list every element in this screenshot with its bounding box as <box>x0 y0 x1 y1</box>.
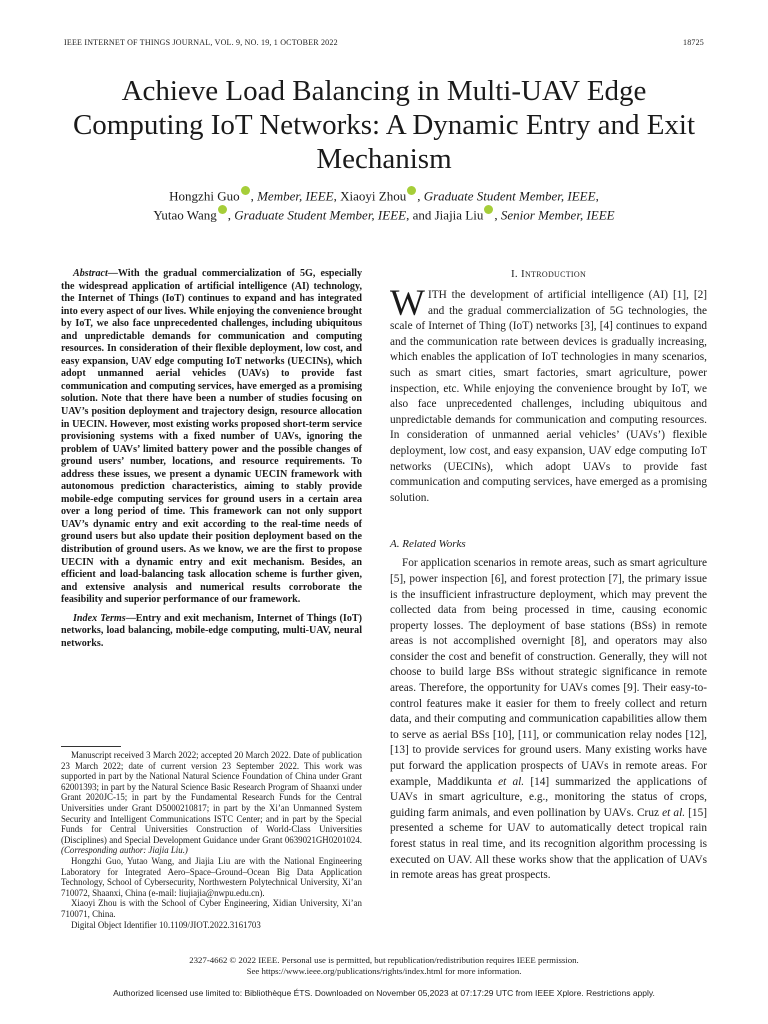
index-terms-text: —Entry and exit mechanism, Internet of Things (IoT) networks, load balancing, mobile-edge computing, multi-UAV, neural networks. <box>61 612 362 649</box>
footnote-affiliation-2: Xiaoyi Zhou is with the School of Cyber Engineering, Xidian University, Xi’an 710071, China. <box>61 898 362 919</box>
orcid-icon[interactable] <box>484 205 493 214</box>
author-list: Hongzhi Guo , Member, IEEE, Xiaoyi Zhou , Graduate Student Member, IEEE, Yutao Wang , Graduate Student Member, IEEE, and Jiajia Liu , Senior Member, IEEE <box>60 186 708 225</box>
orcid-icon[interactable] <box>241 186 250 195</box>
abstract-text: —With the gradual commercialization of 5G, especially the widespread application of artificial intelligence (AI) technology, the Internet of Things (IoT) continues to expand and has integrated into every aspect of our lives. While enjoying the convenience brought by IoT, we also face unprecedented challenges, including ubiquitous and unpredictable demands for communication and computing resources. In consideration of their flexible deployment, low cost, and easy expansion, UAV edge computing IoT networks (UECINs), which adopt unmanned aerial vehicles (UAVs) to provide fast communication and computing services, have emerged as a promising solution. Note that there have been a number of studies focusing on UAV’s position deployment and trajectory design, resource allocation in UECIN. However, most existing works proposed short-term service provisioning systems with a fixed number of UAVs, ignoring the problem of UAVs’ limited battery power and the possible changes of ground users’ number, locations, and resource requirements. To address these issues, we present a dynamic UECIN framework with autonomous prediction characteristics, aiming to stably provide mobile-edge computing services for ground users in a certain area over a long period of time. This framework can not only support UAV’s dynamic entry and exit according to the real-time needs of ground users but also update their position deployment based on the distribution of ground users. As we know, we are the first to propose UECIN with a dynamic entry and exit mechanism. Besides, an efficient and load-balancing task allocation scheme is further given, and extensive analysis and numerical results corroborate the feasibility and superior performance of our framework. <box>61 268 362 606</box>
section-title: Introduction <box>521 268 587 280</box>
paper-title: Achieve Load Balancing in Multi-UAV Edge Computing IoT Networks: A Dynamic Entry and Exit Mechanism <box>72 75 696 175</box>
doi: Digital Object Identifier 10.1109/JIOT.2022.3161703 <box>71 919 261 930</box>
et-al: et al. <box>498 775 525 788</box>
journal-citation: IEEE INTERNET OF THINGS JOURNAL, VOL. 9, NO. 19, 1 OCTOBER 2022 <box>64 38 338 47</box>
author-name: Yutao Wang <box>153 207 217 223</box>
subsection-heading: A. Related Works <box>390 538 466 551</box>
related-text: For application scenarios in remote areas, such as smart agriculture [5], power inspection [6], and forest protection [7], the primary issue is the insufficient infrastructure deployment, which may prevent the collected data from being processed in time, causing economic property losses. The deployment of base stations (BSs) in remote areas is not accomplished overnight [8], and operators may also consider the cost and benefit of construction. Generally, they will not choose to build large BSs without strategic significance in remote areas. Therefore, the opportunity for UAVs comes [9]. Their easy-to-control features make it easier for them to freely collect and return data, and their computing and communication capabilities allow them to serve as aerial BSs [10], [11], or communication relay nodes [12], [13] to provide services for ground users. Many existing works have put forward the application prospects of UAVs in remote areas. For example, Maddikunta <box>390 557 707 788</box>
author-name: Jiajia Liu <box>434 207 484 223</box>
section-numeral: I. <box>510 268 518 280</box>
related-works-paragraph <box>390 556 707 883</box>
footnote-funding-text: Manuscript received 3 March 2022; accepted 20 March 2022. Date of publication 23 March 2022; date of current version 23 September 2022. This work was supported in part by the National Natural Science Foundation of China under Grant 62001393; in part by the Natural Science Basic Research Program of Shaanxi under Grant 2020JC-15; in part by the Fundamental Research Funds for the Central Universities under Grant D5000210817; in part by the Xi’an Unmanned System Security and Intelligent Communications ISTC Center; and in part by the Special Funds for Central Universities Construction of World-Class Universities (Disciplines) and Special Development Guidance under Grant 0639021GH0201024. <box>61 750 362 845</box>
page-number: 18725 <box>683 38 704 47</box>
index-terms-label: Index Terms <box>73 612 126 624</box>
orcid-icon[interactable] <box>407 186 416 195</box>
author-role: Senior Member, IEEE <box>500 207 615 223</box>
related-text: [14] summarized the applications of UAVs in smart agriculture, e.g., monitoring the status of crops, guiding farm animals, and even pollination by UAVs. Cruz <box>390 775 708 819</box>
right-column <box>390 268 707 884</box>
footnote-divider <box>61 746 121 747</box>
author-name: Xiaoyi Zhou <box>340 188 407 204</box>
orcid-icon[interactable] <box>218 205 227 214</box>
copyright-notice <box>0 955 768 977</box>
rights-link[interactable]: See https://www.ieee.org/publications/rights/index.html for more information. <box>246 966 522 976</box>
intro-text: ITH the development of artificial intelligence (AI) [1], [2] and the gradual commercialization of 5G technologies, the scale of Internet of Thing (IoT) networks [3], [4] continues to expand and the communication rate between devices is gradually increasing, which enables the application of IoT technologies in many scenarios, such as smart cities, smart factories, smart agriculture, power inspection, etc. While enjoying the convenience brought by IoT, we also face unprecedented challenges, including ubiquitous and unpredictable demands for communication and computing resources. In consideration of unmanned aerial vehicles’ (UAVs’) flexible deployment, low cost, and easy expansion, UAV edge computing IoT networks (UECINs), which adopt UAVs to provide fast communication and computing services, have emerged as a promising solution. <box>390 289 707 504</box>
author-role: Member, IEEE <box>257 188 334 204</box>
footnote-funding <box>61 750 362 856</box>
author-role: Graduate Student Member, IEEE <box>234 207 407 223</box>
drop-cap: W <box>390 283 425 324</box>
index-terms <box>61 613 362 651</box>
intro-paragraph <box>390 283 707 506</box>
et-al: et al. <box>662 806 686 819</box>
abstract-label: Abstract <box>73 268 108 279</box>
section-heading <box>390 268 707 280</box>
copyright-line: 2327-4662 © 2022 IEEE. Personal use is permitted, but republication/redistribution requires IEEE permission. <box>189 955 579 965</box>
related-text: [15] presented a scheme for UAV to automatically detect tropical rain forest status in real time, and its recognition algorithm processing is executed on UAV. All these works show that the application of UAVs in remote areas has great prospects. <box>390 806 707 882</box>
author-role: Graduate Student Member, IEEE <box>423 188 596 204</box>
footnote <box>61 750 362 930</box>
abstract <box>61 268 362 607</box>
author-name: Hongzhi Guo <box>169 188 240 204</box>
footnote-affiliation-1: Hongzhi Guo, Yutao Wang, and Jiajia Liu are with the National Engineering Laboratory for Integrated Aero–Space–Ground–Ocean Big Data Application Technology, School of Cybersecurity, Northwestern Polytechnical University, Xi’an 710072, Shaanxi, China (e-mail: liujiajia@nwpu.edu.cn). <box>61 855 362 898</box>
left-column <box>61 268 362 661</box>
license-note: Authorized licensed use limited to: Bibliothèque ÉTS. Downloaded on November 05,2023 at 07:17:29 UTC from IEEE Xplore. Restrictions apply. <box>113 988 655 998</box>
corresponding-author: (Corresponding author: Jiajia Liu.) <box>61 845 188 856</box>
running-header <box>64 38 704 47</box>
